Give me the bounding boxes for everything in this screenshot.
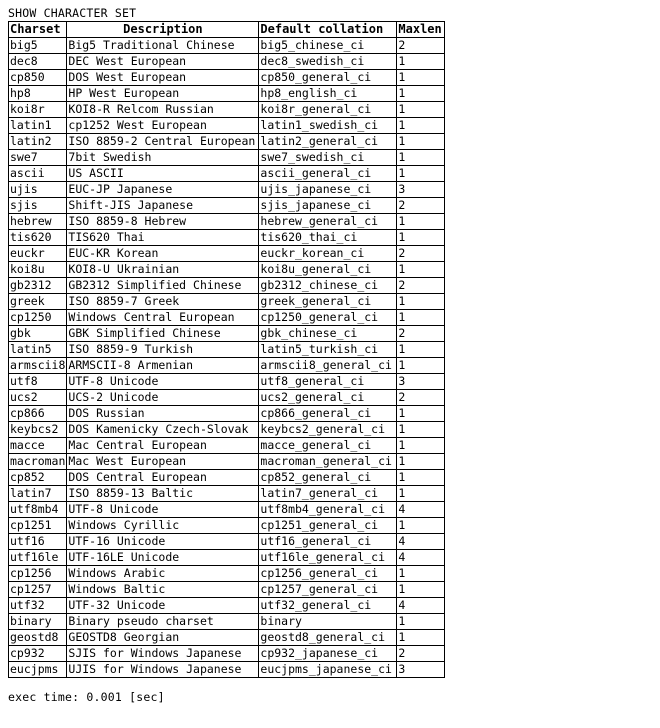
cell-default-collation: tis620_thai_ci: [259, 230, 397, 246]
table-row: [9, 358, 445, 374]
cell-description: HP West European: [67, 86, 259, 102]
table-row: [9, 598, 445, 614]
table-row: [9, 566, 445, 582]
table-row: [9, 518, 445, 534]
table-row: [9, 38, 445, 54]
table-row: [9, 550, 445, 566]
cell-description: UCS-2 Unicode: [67, 390, 259, 406]
cell-charset: gbk: [9, 326, 67, 342]
cell-charset: dec8: [9, 54, 67, 70]
cell-maxlen: 1: [397, 134, 445, 150]
cell-default-collation: big5_chinese_ci: [259, 38, 397, 54]
cell-description: KOI8-U Ukrainian: [67, 262, 259, 278]
table-row: [9, 470, 445, 486]
table-row: [9, 54, 445, 70]
cell-charset: ujis: [9, 182, 67, 198]
cell-description: DOS Kamenicky Czech-Slovak: [67, 422, 259, 438]
cell-maxlen: 1: [397, 582, 445, 598]
cell-default-collation: ascii_general_ci: [259, 166, 397, 182]
cell-description: Windows Baltic: [67, 582, 259, 598]
cell-maxlen: 1: [397, 470, 445, 486]
cell-charset: macce: [9, 438, 67, 454]
cell-default-collation: koi8r_general_ci: [259, 102, 397, 118]
table-row: [9, 118, 445, 134]
cell-default-collation: keybcs2_general_ci: [259, 422, 397, 438]
table-row: [9, 438, 445, 454]
cell-maxlen: 1: [397, 166, 445, 182]
cell-maxlen: 4: [397, 550, 445, 566]
cell-maxlen: 1: [397, 614, 445, 630]
cell-description: UTF-16 Unicode: [67, 534, 259, 550]
cell-charset: keybcs2: [9, 422, 67, 438]
result-table: [8, 21, 445, 678]
cell-default-collation: macroman_general_ci: [259, 454, 397, 470]
cell-description: Windows Arabic: [67, 566, 259, 582]
table-row: [9, 262, 445, 278]
cell-default-collation: cp1256_general_ci: [259, 566, 397, 582]
cell-description: GB2312 Simplified Chinese: [67, 278, 259, 294]
cell-maxlen: 1: [397, 438, 445, 454]
cell-charset: ucs2: [9, 390, 67, 406]
cell-default-collation: gb2312_chinese_ci: [259, 278, 397, 294]
cell-default-collation: sjis_japanese_ci: [259, 198, 397, 214]
cell-maxlen: 1: [397, 54, 445, 70]
cell-maxlen: 2: [397, 38, 445, 54]
cell-default-collation: hp8_english_ci: [259, 86, 397, 102]
cell-description: DOS Russian: [67, 406, 259, 422]
table-row: [9, 246, 445, 262]
table-row: [9, 582, 445, 598]
cell-default-collation: cp1251_general_ci: [259, 518, 397, 534]
cell-charset: gb2312: [9, 278, 67, 294]
cell-description: UTF-32 Unicode: [67, 598, 259, 614]
cell-description: UTF-8 Unicode: [67, 374, 259, 390]
table-row: [9, 646, 445, 662]
cell-charset: latin7: [9, 486, 67, 502]
cell-charset: latin2: [9, 134, 67, 150]
cell-description: Shift-JIS Japanese: [67, 198, 259, 214]
table-body: [9, 38, 445, 678]
cell-maxlen: 3: [397, 374, 445, 390]
cell-description: cp1252 West European: [67, 118, 259, 134]
cell-default-collation: koi8u_general_ci: [259, 262, 397, 278]
table-row: [9, 86, 445, 102]
table-row: [9, 70, 445, 86]
table-row: [9, 502, 445, 518]
column-header-maxlen: Maxlen: [397, 22, 445, 38]
table-row: [9, 662, 445, 678]
cell-default-collation: greek_general_ci: [259, 294, 397, 310]
table-row: [9, 278, 445, 294]
cell-description: ISO 8859-7 Greek: [67, 294, 259, 310]
table-row: [9, 374, 445, 390]
table-row: [9, 294, 445, 310]
cell-charset: big5: [9, 38, 67, 54]
table-row: [9, 342, 445, 358]
cell-maxlen: 2: [397, 198, 445, 214]
cell-description: 7bit Swedish: [67, 150, 259, 166]
table-row: [9, 310, 445, 326]
cell-default-collation: armscii8_general_ci: [259, 358, 397, 374]
cell-charset: cp932: [9, 646, 67, 662]
cell-charset: cp866: [9, 406, 67, 422]
cell-maxlen: 1: [397, 86, 445, 102]
cell-charset: sjis: [9, 198, 67, 214]
cell-charset: binary: [9, 614, 67, 630]
cell-maxlen: 1: [397, 406, 445, 422]
cell-default-collation: euckr_korean_ci: [259, 246, 397, 262]
cell-maxlen: 4: [397, 502, 445, 518]
cell-charset: hebrew: [9, 214, 67, 230]
cell-charset: koi8u: [9, 262, 67, 278]
cell-maxlen: 1: [397, 102, 445, 118]
cell-maxlen: 1: [397, 70, 445, 86]
table-row: [9, 614, 445, 630]
table-row: [9, 406, 445, 422]
cell-default-collation: utf8_general_ci: [259, 374, 397, 390]
cell-description: EUC-KR Korean: [67, 246, 259, 262]
table-header-row: [9, 22, 445, 38]
cell-charset: hp8: [9, 86, 67, 102]
cell-charset: latin5: [9, 342, 67, 358]
cell-description: KOI8-R Relcom Russian: [67, 102, 259, 118]
cell-maxlen: 2: [397, 246, 445, 262]
cell-maxlen: 2: [397, 278, 445, 294]
cell-default-collation: cp866_general_ci: [259, 406, 397, 422]
cell-default-collation: latin7_general_ci: [259, 486, 397, 502]
cell-description: ISO 8859-13 Baltic: [67, 486, 259, 502]
table-row: [9, 214, 445, 230]
cell-default-collation: utf16_general_ci: [259, 534, 397, 550]
cell-maxlen: 1: [397, 214, 445, 230]
cell-default-collation: cp852_general_ci: [259, 470, 397, 486]
cell-charset: koi8r: [9, 102, 67, 118]
cell-maxlen: 1: [397, 566, 445, 582]
cell-maxlen: 1: [397, 422, 445, 438]
cell-description: UJIS for Windows Japanese: [67, 662, 259, 678]
cell-maxlen: 1: [397, 630, 445, 646]
cell-default-collation: eucjpms_japanese_ci: [259, 662, 397, 678]
cell-charset: utf8: [9, 374, 67, 390]
cell-default-collation: geostd8_general_ci: [259, 630, 397, 646]
cell-description: Windows Central European: [67, 310, 259, 326]
cell-description: Big5 Traditional Chinese: [67, 38, 259, 54]
cell-charset: cp1250: [9, 310, 67, 326]
column-header-description: Description: [67, 22, 259, 38]
cell-default-collation: latin5_turkish_ci: [259, 342, 397, 358]
cell-default-collation: binary: [259, 614, 397, 630]
cell-charset: cp852: [9, 470, 67, 486]
exec-time-footer: exec time: 0.001 [sec]: [8, 690, 165, 704]
table-row: [9, 534, 445, 550]
cell-description: DOS Central European: [67, 470, 259, 486]
cell-default-collation: ujis_japanese_ci: [259, 182, 397, 198]
cell-default-collation: utf16le_general_ci: [259, 550, 397, 566]
cell-charset: ascii: [9, 166, 67, 182]
cell-charset: utf8mb4: [9, 502, 67, 518]
cell-default-collation: latin2_general_ci: [259, 134, 397, 150]
cell-description: SJIS for Windows Japanese: [67, 646, 259, 662]
table-row: [9, 454, 445, 470]
cell-description: Mac Central European: [67, 438, 259, 454]
cell-charset: utf16: [9, 534, 67, 550]
table-row: [9, 182, 445, 198]
cell-default-collation: cp850_general_ci: [259, 70, 397, 86]
column-header-default-collation: Default collation: [259, 22, 397, 38]
table-row: [9, 326, 445, 342]
cell-maxlen: 1: [397, 118, 445, 134]
cell-maxlen: 1: [397, 294, 445, 310]
cell-description: ISO 8859-8 Hebrew: [67, 214, 259, 230]
cell-description: ARMSCII-8 Armenian: [67, 358, 259, 374]
column-header-charset: Charset: [9, 22, 67, 38]
cell-maxlen: 2: [397, 390, 445, 406]
table-row: [9, 134, 445, 150]
cell-description: Mac West European: [67, 454, 259, 470]
cell-description: ISO 8859-2 Central European: [67, 134, 259, 150]
cell-maxlen: 1: [397, 518, 445, 534]
cell-default-collation: gbk_chinese_ci: [259, 326, 397, 342]
cell-maxlen: 4: [397, 598, 445, 614]
cell-maxlen: 1: [397, 262, 445, 278]
cell-charset: latin1: [9, 118, 67, 134]
table-row: [9, 102, 445, 118]
cell-description: ISO 8859-9 Turkish: [67, 342, 259, 358]
table-row: [9, 390, 445, 406]
cell-maxlen: 4: [397, 534, 445, 550]
cell-default-collation: cp932_japanese_ci: [259, 646, 397, 662]
table-row: [9, 422, 445, 438]
cell-charset: cp1256: [9, 566, 67, 582]
cell-maxlen: 2: [397, 326, 445, 342]
cell-description: Binary pseudo charset: [67, 614, 259, 630]
cell-charset: utf32: [9, 598, 67, 614]
cell-default-collation: ucs2_general_ci: [259, 390, 397, 406]
cell-description: UTF-16LE Unicode: [67, 550, 259, 566]
cell-maxlen: 3: [397, 662, 445, 678]
cell-description: US ASCII: [67, 166, 259, 182]
cell-maxlen: 1: [397, 454, 445, 470]
cell-maxlen: 2: [397, 646, 445, 662]
cell-charset: euckr: [9, 246, 67, 262]
cell-charset: cp1257: [9, 582, 67, 598]
cell-maxlen: 1: [397, 230, 445, 246]
cell-description: DOS West European: [67, 70, 259, 86]
cell-description: EUC-JP Japanese: [67, 182, 259, 198]
cell-maxlen: 1: [397, 358, 445, 374]
cell-maxlen: 1: [397, 150, 445, 166]
cell-charset: armscii8: [10, 358, 66, 372]
cell-description: TIS620 Thai: [67, 230, 259, 246]
cell-charset: eucjpms: [9, 662, 67, 678]
cell-maxlen: 3: [397, 182, 445, 198]
cell-default-collation: cp1257_general_ci: [259, 582, 397, 598]
cell-maxlen: 1: [397, 486, 445, 502]
cell-charset: cp850: [9, 70, 67, 86]
cell-charset: geostd8: [9, 630, 67, 646]
cell-default-collation: utf8mb4_general_ci: [259, 502, 397, 518]
cell-default-collation: latin1_swedish_ci: [259, 118, 397, 134]
table-row: [9, 230, 445, 246]
cell-charset: greek: [9, 294, 67, 310]
cell-charset: macroman: [10, 454, 66, 468]
cell-description: Windows Cyrillic: [67, 518, 259, 534]
cell-description: GEOSTD8 Georgian: [67, 630, 259, 646]
table-row: [9, 630, 445, 646]
cell-default-collation: hebrew_general_ci: [259, 214, 397, 230]
cell-charset: utf16le: [9, 550, 67, 566]
table-row: [9, 486, 445, 502]
cell-charset: cp1251: [9, 518, 67, 534]
cell-charset: tis620: [9, 230, 67, 246]
cell-default-collation: cp1250_general_ci: [259, 310, 397, 326]
cell-default-collation: swe7_swedish_ci: [259, 150, 397, 166]
cell-description: DEC West European: [67, 54, 259, 70]
cell-default-collation: macce_general_ci: [259, 438, 397, 454]
query-title: SHOW CHARACTER SET: [8, 6, 137, 20]
cell-default-collation: utf32_general_ci: [259, 598, 397, 614]
table-row: [9, 198, 445, 214]
table-row: [9, 166, 445, 182]
cell-maxlen: 1: [397, 342, 445, 358]
cell-description: GBK Simplified Chinese: [67, 326, 259, 342]
table-row: [9, 150, 445, 166]
cell-description: UTF-8 Unicode: [67, 502, 259, 518]
cell-maxlen: 1: [397, 310, 445, 326]
cell-charset: swe7: [9, 150, 67, 166]
cell-default-collation: dec8_swedish_ci: [259, 54, 397, 70]
